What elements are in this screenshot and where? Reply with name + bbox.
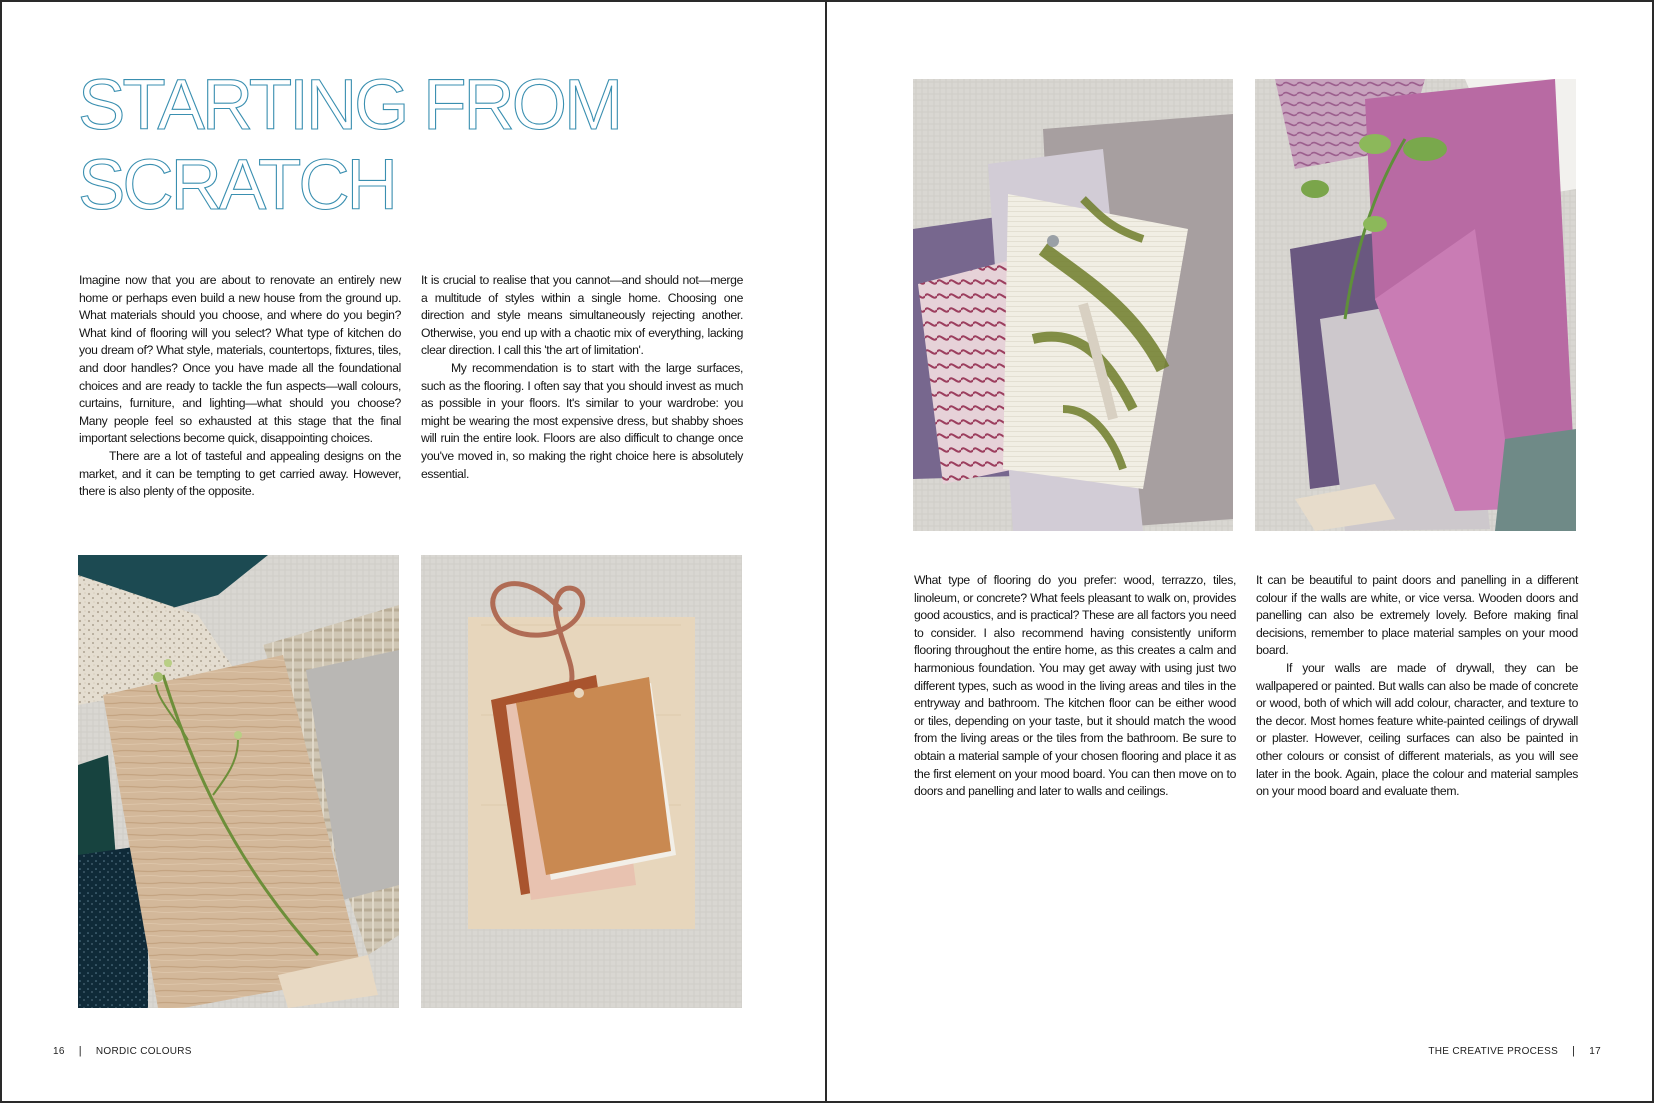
paragraph: My recommendation is to start with the large surfaces, such as the flooring. I often say that you should invest as much as possible in your floors. It's similar to your wardrobe: you might be wearing the most expensive dress, but shabby shoes will ruin the entire look. Floors are also difficult to change once you've moved in, so making the right choice here is absolutely essential. [421,360,743,481]
left-column-1 [79,272,401,501]
paragraph: There are a lot of tasteful and appealing designs on the market, and it can be tempting to get carried away. However, there is also plenty of the opposite. [79,448,401,499]
page-gutter [825,0,827,1103]
photo-flooring-samples [78,555,399,1008]
photo-pink-felt [1255,79,1576,531]
photo-fabric-swatches [913,79,1233,531]
footer-separator: | [78,1045,82,1057]
title-line-1: STARTING FROM [78,66,621,145]
right-footer [1428,1045,1601,1057]
running-head: THE CREATIVE PROCESS [1428,1045,1559,1057]
page-number: 17 [1589,1045,1601,1057]
paragraph: It can be beautiful to paint doors and panelling in a different colour if the walls are white, or vice versa. Wooden doors and panelling can also be extremely lovely. Before making final decisions, remember to place material samples on your mood board. [1256,573,1578,658]
left-column-2 [421,272,743,483]
running-head: NORDIC COLOURS [95,1045,192,1057]
left-footer [53,1045,192,1057]
right-column-2 [1256,572,1578,801]
paragraph: Imagine now that you are about to renovate an entirely new home or perhaps even build a new house from the ground up. What materials should you choose, and where do you begin? What kind of flooring will you select? What type of kitchen do you dream of? What style, materials, countertops, fixtures, tiles, and door handles? Once you have made all the foundational choices and are ready to tackle the fun aspects—wall colours, curtains, furniture, and lighting—what should you choose? Many people feel so exhausted at this stage that the final important selections become quick, disappointing choices. [79,273,401,446]
photo-leather-tags [421,555,742,1008]
page-title [78,66,678,226]
right-column-1 [914,572,1236,801]
paragraph: What type of flooring do you prefer: wood, terrazzo, tiles, linoleum, or concrete? What feels pleasant to walk on, provides good acoustics, and is practical? These are all factors you need to consider. I also recommend having consistently uniform flooring throughout the entire home, as this creates a calm and harmonious foundation. You may get away with using just two different types, such as wood in the living areas and tiles in the entryway and bathroom. The kitchen floor can be either wood or tiles, depending on your taste, but it should match the wood from the living areas or the tiles from the bathroom. Be sure to obtain a material sample of your chosen flooring and place it as the first element on your mood board. You can then move on to doors and panelling and later to walls and ceilings. [914,573,1236,799]
title-line-2: SCRATCH [78,146,395,225]
paragraph: It is crucial to realise that you cannot—and should not—merge a multitude of styles within a single home. Choosing one direction and style means simultaneously rejecting another. Otherwise, you end up with a chaotic mix of everything, lacking clear direction. I call this 'the art of limitation'. [421,273,743,358]
footer-separator: | [1572,1045,1576,1057]
paragraph: If your walls are made of drywall, they can be wallpapered or painted. But walls can also be made of concrete or wood, both of which will add colour, character, and texture to the decor. Most homes feature white-painted ceilings of drywall or plaster. However, ceiling surfaces can also be painted in other colours or consist of different materials, as you will see later in the book. Again, place the colour and material samples on your mood board and evaluate them. [1256,660,1578,799]
page-number: 16 [53,1045,65,1057]
